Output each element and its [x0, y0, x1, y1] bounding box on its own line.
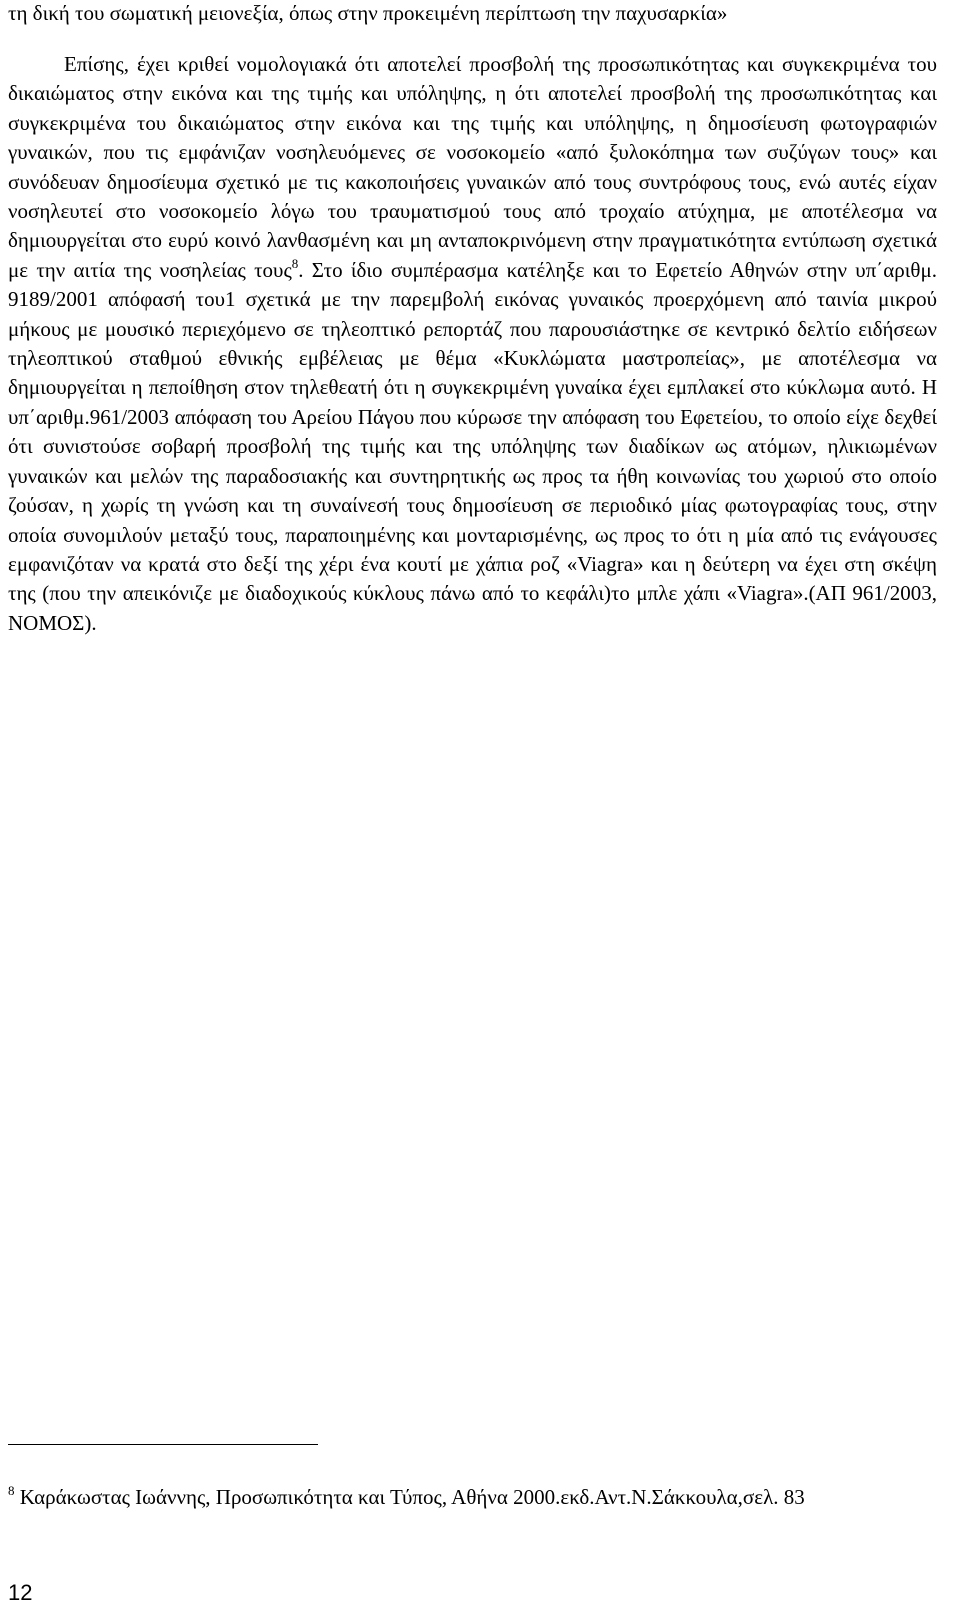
page-number: 12 [8, 1580, 33, 1605]
footnote-text: Καράκωστας Ιωάννης, Προσωπικότητα και Τύπος, Αθήνα 2000.εκδ.Αντ.Ν.Σάκκουλα,σελ. 83 [14, 1485, 805, 1509]
footnote-reference[interactable]: 8 [291, 255, 299, 271]
paragraph-text-part-1: Επίσης, έχει κριθεί νομολογιακά ότι αποτελεί προσβολή της προσωπικότητας και συγκεκριμένα του δικαιώματος στην εικόνα και της τιμής και υπόληψης, η ότι αποτελεί προσβολή της προσωπικότητας και συγκεκριμένα του δικαιώματος στην εικόνα και της τιμής και υπόληψης, η δημοσίευση φωτογραφιών γυναικών, που τις εμφάνιζαν νοσηλευόμενες σε νοσοκομείο «από ξυλοκόπημα των συζύγων τους» και συνόδευαν δημοσίευμα σχετικό με τις κακοποιήσεις γυναικών από τους συντρόφους τους, ενώ αυτές είχαν νοσηλευτεί στο νοσοκομείο λόγω του τραυματισμού τους από τροχαίο ατύχημα, με αποτέλεσμα να δημιουργείται στο ευρύ κοινό λανθασμένη και μη ανταποκρινόμενη στην πραγματικότητα εντύπωση σχετικά με την αιτία της νοσηλείας τους [8, 52, 937, 282]
footnote-marker: 8 [8, 1483, 15, 1498]
footnote-separator [8, 1444, 318, 1445]
continuation-line: τη δική του σωματική μειονεξία, όπως στην προκειμένη περίπτωση την παχυσαρκία» [8, 1, 728, 25]
footnote [8, 1482, 938, 1512]
paragraph-text-part-2: . Στο ίδιο συμπέρασμα κατέληξε και το Εφετείο Αθηνών στην υπ΄αριθμ. 9189/2001 απόφασή του1 σχετικά με την παρεμβολή εικόνας γυναικός προερχόμενη από ταινία μικρού μήκους με μουσικό περιεχόμενο σε τηλεοπτικό ρεπορτάζ που παρουσιάστηκε σε κεντρικό δελτίο ειδήσεων τηλεοπτικού σταθμού εθνικής εμβέλειας με θέμα «Κυκλώματα μαστροπείας», με αποτέλεσμα να δημιουργείται η πεποίθηση στον τηλεθεατή ότι η συγκεκριμένη γυναίκα έχει εμπλακεί στο κύκλωμα αυτό. Η υπ΄αριθμ.961/2003 απόφαση του Αρείου Πάγου που κύρωσε την απόφαση του Εφετείου, το οποίο είχε δεχθεί ότι συνιστούσε σοβαρή προσβολή της τιμής και της υπόληψης των διαδίκων ως ατόμων, ηλικιωμένων γυναικών και μελών της παραδοσιακής και συντηρητικής ως προς τα ήθη κοινωνίας του χωριού στο οποίο ζούσαν, η χωρίς τη γνώση και τη συναίνεσή τους δημοσίευση σε περιοδικό μίας φωτογραφίας τους, στην οποία συνομιλούν μεταξύ τους, παραποιημένης και μονταρισμένης, ως προς το ότι η μία από τις ενάγουσες εμφανιζόταν να κρατά στο δεξί της χέρι ένα κουτί με χάπια ροζ «Viagra» και η δεύτερη να έχει στη σκέψη της (που την απεικόνιζε με διαδοχικούς κύκλους πάνω από το κεφάλι)το μπλε χάπι «Viagra».(ΑΠ 961/2003, ΝΟΜΟΣ). [8, 257, 937, 635]
body-paragraph [8, 50, 937, 638]
